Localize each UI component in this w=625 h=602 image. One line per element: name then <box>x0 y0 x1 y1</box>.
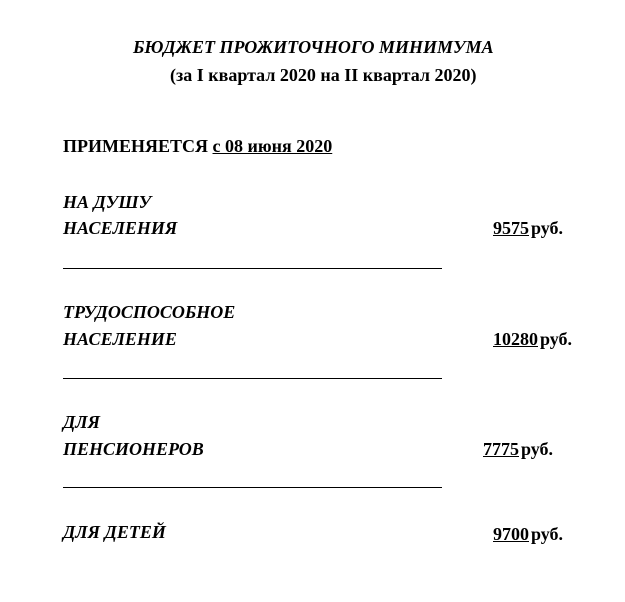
applies-date: с 08 июня 2020 <box>212 136 333 156</box>
amount-value: 10280 <box>493 329 538 349</box>
separator-line <box>63 378 442 379</box>
separator-line <box>63 487 442 488</box>
amount-currency: руб. <box>540 329 573 349</box>
document-title: БЮДЖЕТ ПРОЖИТОЧНОГО МИНИМУМА <box>133 37 494 57</box>
item-label-line1: НА ДУШУ <box>63 192 152 212</box>
separator-line <box>63 268 442 269</box>
item-label-line1: ТРУДОСПОСОБНОЕ <box>63 302 236 322</box>
item-amount <box>493 217 563 239</box>
item-label-line1: ДЛЯ ДЕТЕЙ <box>63 522 166 542</box>
item-amount <box>483 438 553 460</box>
applies-line <box>63 135 332 157</box>
item-label-line1: ДЛЯ <box>63 412 101 432</box>
document-subtitle: (за I квартал 2020 на II квартал 2020) <box>170 65 477 85</box>
amount-value: 7775 <box>483 439 519 459</box>
item-amount <box>493 328 572 350</box>
item-label-line2: НАСЕЛЕНИЕ <box>63 329 177 349</box>
amount-value: 9700 <box>493 524 529 544</box>
amount-currency: руб. <box>521 439 554 459</box>
amount-value: 9575 <box>493 218 529 238</box>
item-label-line2: НАСЕЛЕНИЯ <box>63 218 178 238</box>
applies-label: ПРИМЕНЯЕТСЯ <box>63 136 209 156</box>
item-amount <box>493 523 563 545</box>
item-label-line2: ПЕНСИОНЕРОВ <box>63 439 204 459</box>
amount-currency: руб. <box>531 524 564 544</box>
amount-currency: руб. <box>531 218 564 238</box>
